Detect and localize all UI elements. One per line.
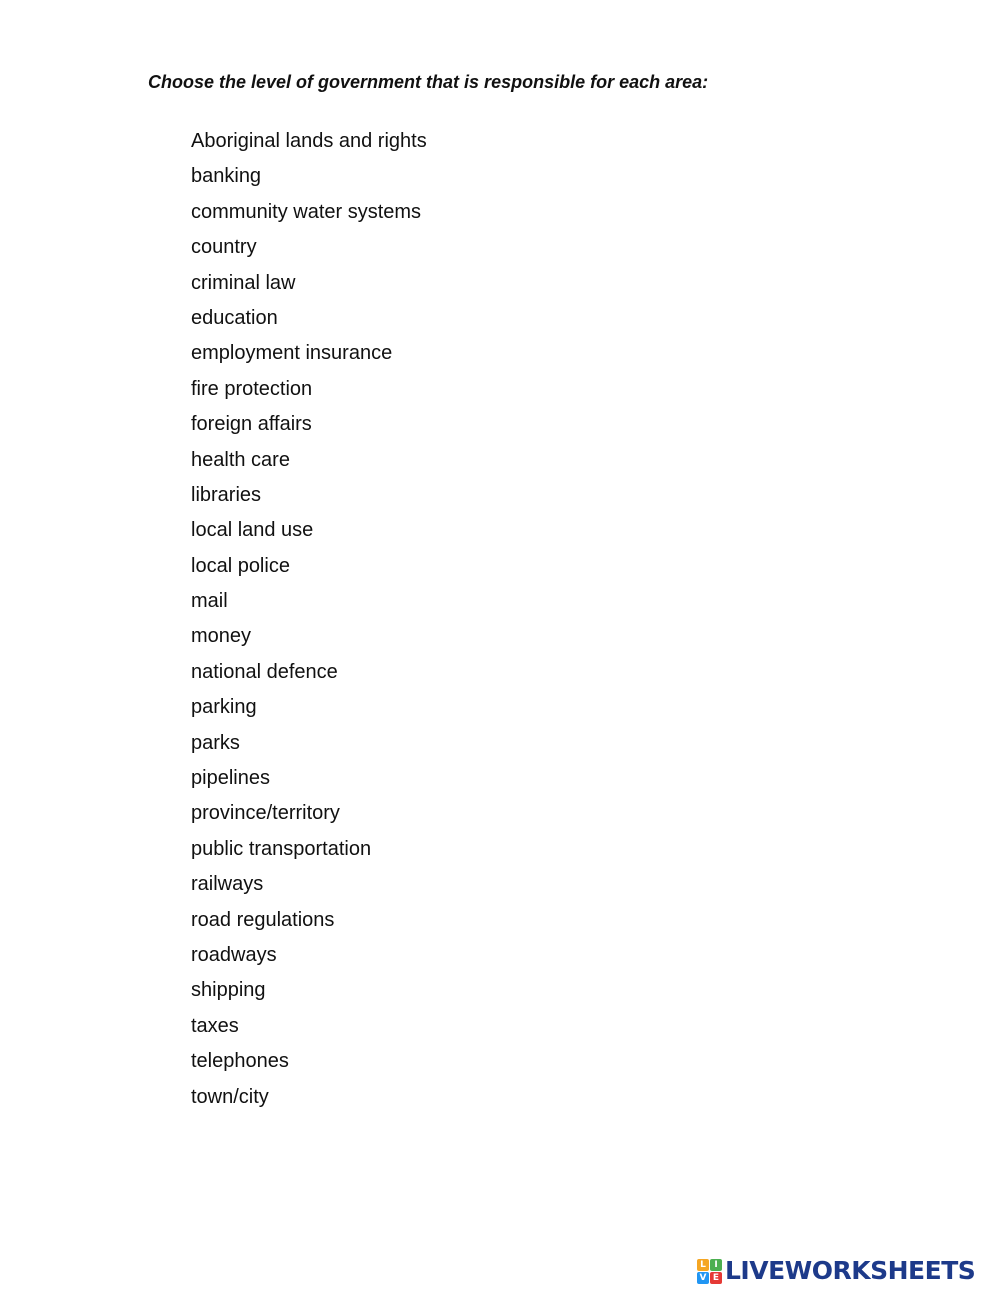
list-item: pipelines bbox=[191, 767, 270, 790]
list-item: money bbox=[191, 625, 252, 648]
list-item: community water systems bbox=[191, 200, 422, 223]
list-item: local police bbox=[191, 554, 290, 577]
list-item: local land use bbox=[191, 519, 314, 542]
list-item: fire protection bbox=[191, 377, 313, 400]
list-item: parking bbox=[191, 696, 257, 719]
list-item: foreign affairs bbox=[191, 413, 312, 436]
list-item: Aboriginal lands and rights bbox=[191, 130, 427, 152]
liveworksheets-logo-icon bbox=[697, 1259, 722, 1284]
list-item: public transportation bbox=[191, 837, 372, 860]
liveworksheets-logo bbox=[697, 1257, 975, 1285]
list-item: parks bbox=[191, 731, 240, 754]
list-item: taxes bbox=[191, 1014, 239, 1037]
list-item: education bbox=[191, 306, 278, 329]
list-item: shipping bbox=[191, 979, 266, 1002]
responsibility-list bbox=[191, 124, 427, 1115]
list-item: health care bbox=[191, 448, 290, 471]
list-item: railways bbox=[191, 873, 264, 896]
list-item: national defence bbox=[191, 660, 338, 683]
list-item: employment insurance bbox=[191, 342, 393, 365]
list-item: town/city bbox=[191, 1085, 269, 1108]
list-item: telephones bbox=[191, 1050, 289, 1073]
list-item: mail bbox=[191, 590, 228, 613]
liveworksheets-logo-text: LIVEWORKSHEETS bbox=[725, 1256, 976, 1285]
list-item: libraries bbox=[191, 483, 262, 506]
list-item: banking bbox=[191, 165, 262, 188]
list-item: country bbox=[191, 236, 257, 259]
list-item: criminal law bbox=[191, 271, 296, 294]
list-item: roadways bbox=[191, 943, 277, 966]
logo-tile: E bbox=[710, 1272, 722, 1284]
instruction-heading: Choose the level of government that is responsible for each area: bbox=[148, 72, 709, 92]
logo-tile: I bbox=[710, 1259, 722, 1271]
logo-tile: L bbox=[697, 1259, 709, 1271]
list-item: road regulations bbox=[191, 908, 335, 931]
logo-tile: V bbox=[697, 1272, 709, 1284]
list-item: province/territory bbox=[191, 802, 340, 825]
